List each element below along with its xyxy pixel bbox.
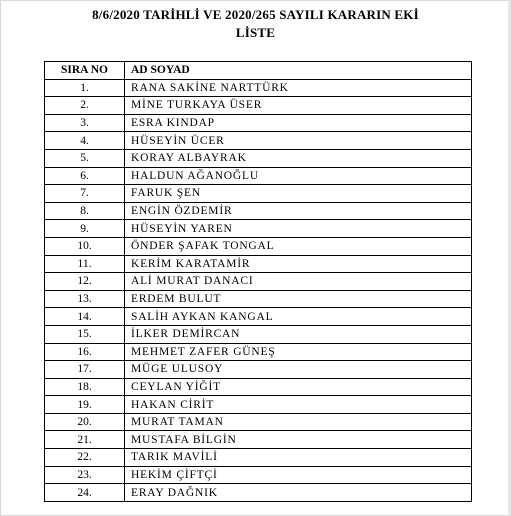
table-row [45, 167, 472, 185]
table-row [45, 97, 472, 115]
row-number: 21. [45, 431, 125, 449]
row-number: 13. [45, 290, 125, 308]
row-full-name: KORAY ALBAYRAK [125, 149, 472, 167]
row-full-name: ERAY DAĞNIK [125, 484, 472, 502]
row-full-name: RANA SAKİNE NARTTÜRK [125, 79, 472, 97]
row-full-name: HÜSEYİN YAREN [125, 220, 472, 238]
table-row [45, 413, 472, 431]
row-full-name: SALİH AYKAN KANGAL [125, 308, 472, 326]
row-full-name: HÜSEYİN ÜCER [125, 132, 472, 150]
table-row [45, 431, 472, 449]
row-number: 9. [45, 220, 125, 238]
row-number: 19. [45, 396, 125, 414]
table-row [45, 466, 472, 484]
row-number: 1. [45, 79, 125, 97]
row-full-name: HALDUN AĞANOĞLU [125, 167, 472, 185]
row-number: 6. [45, 167, 125, 185]
table-row [45, 290, 472, 308]
row-full-name: ESRA KINDAP [125, 114, 472, 132]
row-full-name: FARUK ŞEN [125, 185, 472, 203]
table-row [45, 484, 472, 502]
row-full-name: MİNE TURKAYA ÜSER [125, 97, 472, 115]
row-number: 2. [45, 97, 125, 115]
row-full-name: KERİM KARATAMİR [125, 255, 472, 273]
table-row [45, 378, 472, 396]
header-ad-soyad: AD SOYAD [125, 62, 472, 80]
row-full-name: MÜGE ULUSOY [125, 361, 472, 379]
row-number: 8. [45, 202, 125, 220]
row-full-name: HEKİM ÇİFTÇİ [125, 466, 472, 484]
row-number: 14. [45, 308, 125, 326]
row-full-name: İLKER DEMİRCAN [125, 325, 472, 343]
row-number: 5. [45, 149, 125, 167]
row-number: 3. [45, 114, 125, 132]
title-line-1: 8/6/2020 TARİHLİ VE 2020/265 SAYILI KARARIN EKİ [92, 7, 419, 22]
table-row [45, 308, 472, 326]
row-number: 17. [45, 361, 125, 379]
row-number: 18. [45, 378, 125, 396]
row-number: 20. [45, 413, 125, 431]
row-full-name: ALİ MURAT DANACI [125, 273, 472, 291]
table-row [45, 343, 472, 361]
row-number: 4. [45, 132, 125, 150]
row-number: 23. [45, 466, 125, 484]
table-row [45, 325, 472, 343]
row-full-name: MEHMET ZAFER GÜNEŞ [125, 343, 472, 361]
row-full-name: ERDEM BULUT [125, 290, 472, 308]
table-row [45, 237, 472, 255]
row-full-name: MUSTAFA BİLGİN [125, 431, 472, 449]
table-row [45, 149, 472, 167]
row-full-name: HAKAN CİRİT [125, 396, 472, 414]
row-number: 15. [45, 325, 125, 343]
table-row [45, 132, 472, 150]
row-full-name: ÖNDER ŞAFAK TONGAL [125, 237, 472, 255]
row-full-name: TARIK MAVİLİ [125, 449, 472, 467]
row-number: 22. [45, 449, 125, 467]
header-sira-no: SIRA NO [45, 62, 125, 80]
document-title [0, 6, 511, 42]
row-number: 7. [45, 185, 125, 203]
name-list-table [44, 61, 472, 502]
row-number: 16. [45, 343, 125, 361]
table-row [45, 79, 472, 97]
table-row [45, 396, 472, 414]
row-full-name: CEYLAN YİĞİT [125, 378, 472, 396]
row-number: 12. [45, 273, 125, 291]
table-header-row [45, 62, 472, 80]
table-row [45, 449, 472, 467]
table-row [45, 185, 472, 203]
title-line-2: LİSTE [235, 25, 276, 40]
table-row [45, 255, 472, 273]
table-row [45, 220, 472, 238]
row-full-name: ENGİN ÖZDEMİR [125, 202, 472, 220]
row-number: 10. [45, 237, 125, 255]
table-row [45, 114, 472, 132]
table-row [45, 202, 472, 220]
row-full-name: MURAT TAMAN [125, 413, 472, 431]
table-row [45, 361, 472, 379]
table-row [45, 273, 472, 291]
row-number: 24. [45, 484, 125, 502]
row-number: 11. [45, 255, 125, 273]
